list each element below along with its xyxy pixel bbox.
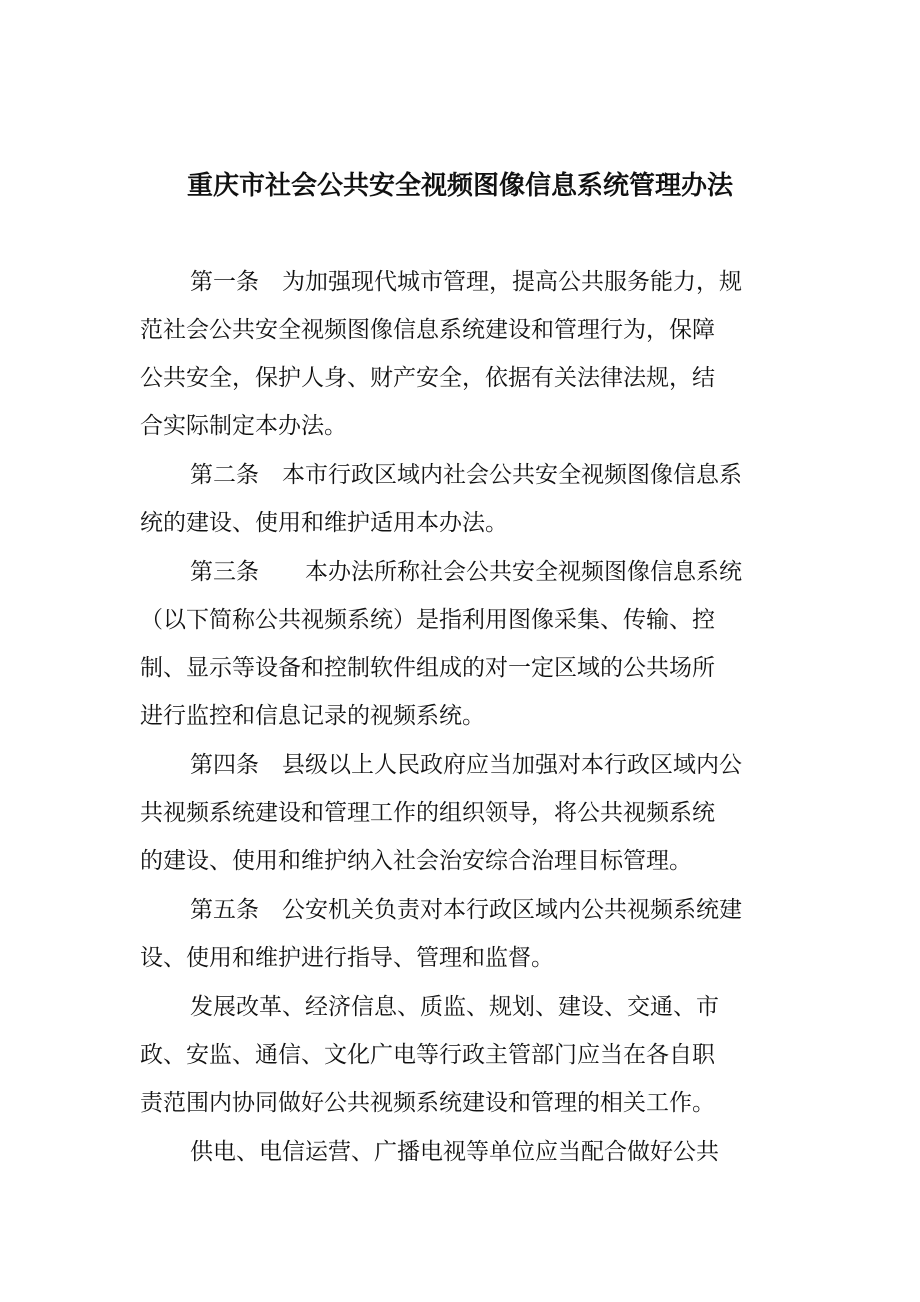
document-title: 重庆市社会公共安全视频图像信息系统管理办法 [186, 171, 733, 201]
text-line: 第五条 公安机关负责对本行政区域内公共视频系统建 [190, 897, 742, 923]
text-line: 制、显示等设备和控制软件组成的对一定区域的公共场所 [140, 655, 715, 681]
text-line: 设、使用和维护进行指导、管理和监督。 [140, 945, 554, 971]
text-line: 第三条 本办法所称社会公共安全视频图像信息系统 [190, 559, 742, 585]
text-line: 发展改革、经济信息、质监、规划、建设、交通、市 [190, 994, 719, 1020]
text-line: 范社会公共安全视频图像信息系统建设和管理行为，保障 [140, 317, 715, 343]
text-line: 的建设、使用和维护纳入社会治安综合治理目标管理。 [140, 848, 692, 874]
text-line: 第一条 为加强现代城市管理，提高公共服务能力，规 [190, 269, 742, 295]
text-line: 第二条 本市行政区域内社会公共安全视频图像信息系 [190, 462, 742, 488]
text-line: 共视频系统建设和管理工作的组织领导，将公共视频系统 [140, 800, 715, 826]
text-line: 第四条 县级以上人民政府应当加强对本行政区域内公 [190, 752, 742, 778]
text-line: 政、安监、通信、文化广电等行政主管部门应当在各自职 [140, 1042, 715, 1068]
text-line: 进行监控和信息记录的视频系统。 [140, 703, 485, 729]
text-line: 统的建设、使用和维护适用本办法。 [140, 510, 508, 536]
text-line: 合实际制定本办法。 [140, 413, 347, 439]
text-line: 责范围内协同做好公共视频系统建设和管理的相关工作。 [140, 1090, 715, 1116]
text-line: 公共安全，保护人身、财产安全，依据有关法律法规，结 [140, 365, 715, 391]
text-line: （以下简称公共视频系统）是指利用图像采集、传输、控 [140, 607, 715, 633]
text-line: 供电、电信运营、广播电视等单位应当配合做好公共 [190, 1139, 719, 1165]
